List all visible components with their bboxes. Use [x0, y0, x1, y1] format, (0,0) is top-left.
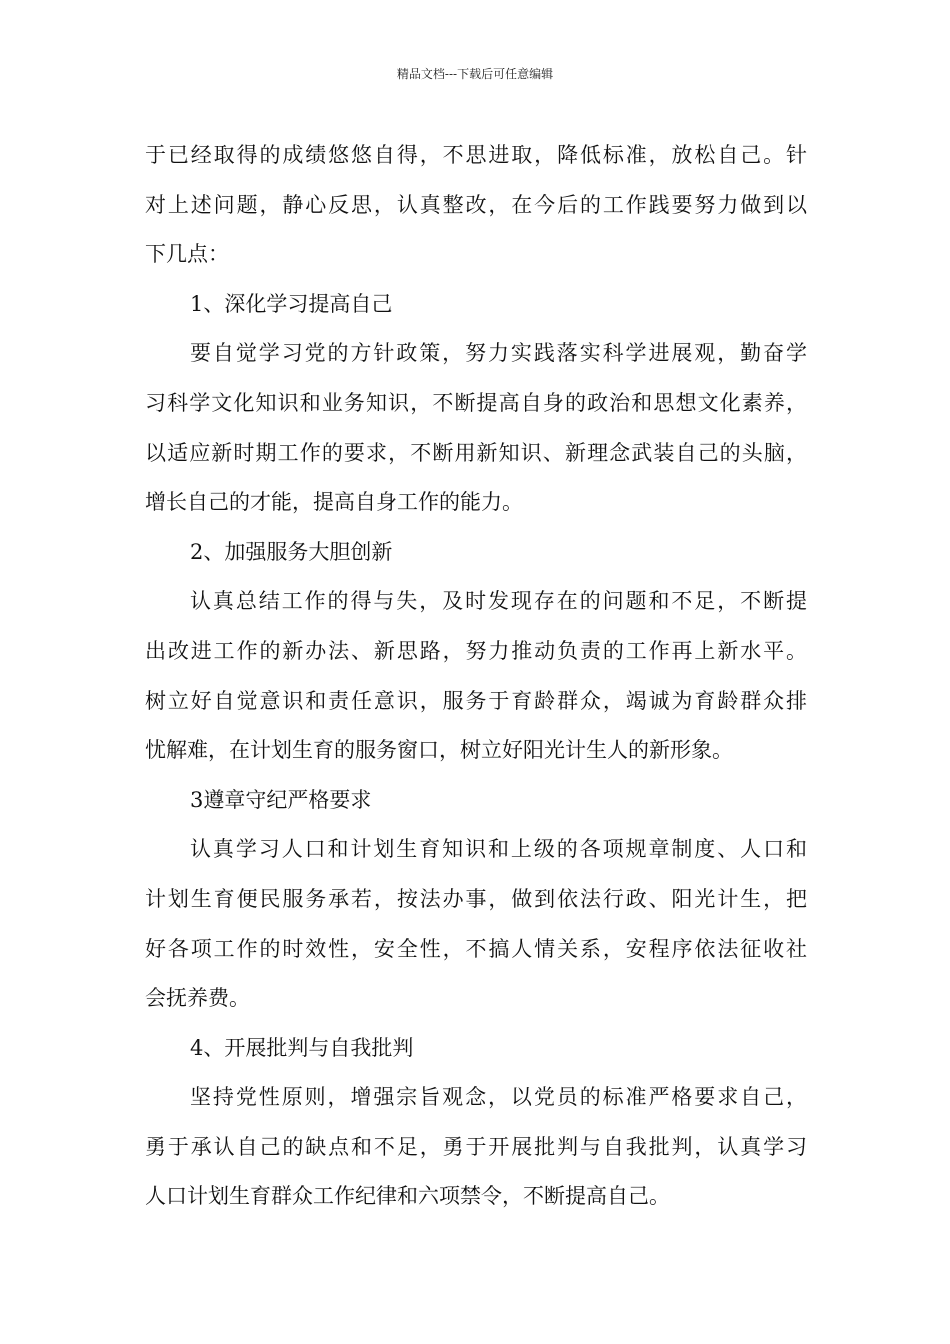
text-line: 出改进工作的新办法、新思路，努力推动负责的工作再上新水平。 [145, 638, 807, 663]
text-line: 坚持党性原则，增强宗旨观念，以党员的标准严格要求自己， [190, 1085, 807, 1110]
text-line: 人口计划生育群众工作纪律和六项禁令，不断提高自己。 [145, 1184, 670, 1209]
page-header: 精品文档---下载后可任意编辑 [396, 67, 554, 81]
text-line: 对上述问题，静心反思，认真整改，在今后的工作践要努力做到以 [145, 192, 807, 217]
text-line: 会抚养费。 [145, 986, 250, 1011]
section-heading: 2、加强服务大胆创新 [190, 539, 393, 564]
text-line: 计划生育便民服务承若，按法办事，做到依法行政、阳光计生，把 [145, 886, 807, 911]
text-line: 勇于承认自己的缺点和不足，勇于开展批判与自我批判，认真学习 [145, 1134, 807, 1159]
section-heading: 3遵章守纪严格要求 [190, 787, 372, 812]
text-line: 要自觉学习党的方针政策，努力实践落实科学进展观，勤奋学 [190, 341, 807, 366]
document-body [145, 131, 807, 1222]
text-line: 忧解难，在计划生育的服务窗口，树立好阳光计生人的新形象。 [145, 738, 733, 763]
text-line: 下几点： [145, 242, 229, 267]
text-line: 认真总结工作的得与失，及时发现存在的问题和不足，不断提 [190, 589, 807, 614]
text-line: 增长自己的才能，提高自身工作的能力。 [145, 490, 523, 515]
text-line: 习科学文化知识和业务知识，不断提高自身的政治和思想文化素养， [145, 390, 807, 415]
text-line: 认真学习人口和计划生育知识和上级的各项规章制度、人口和 [190, 837, 807, 862]
text-line: 好各项工作的时效性，安全性，不搞人情关系，安程序依法征收社 [145, 936, 807, 961]
text-line: 以适应新时期工作的要求，不断用新知识、新理念武装自己的头脑， [145, 440, 807, 465]
section-heading: 4、开展批判与自我批判 [190, 1035, 414, 1060]
text-line: 树立好自觉意识和责任意识，服务于育龄群众，竭诚为育龄群众排 [145, 688, 807, 713]
text-line: 于已经取得的成绩悠悠自得，不思进取，降低标准，放松自己。针 [145, 143, 807, 167]
section-heading: 1、深化学习提高自己 [190, 291, 393, 316]
